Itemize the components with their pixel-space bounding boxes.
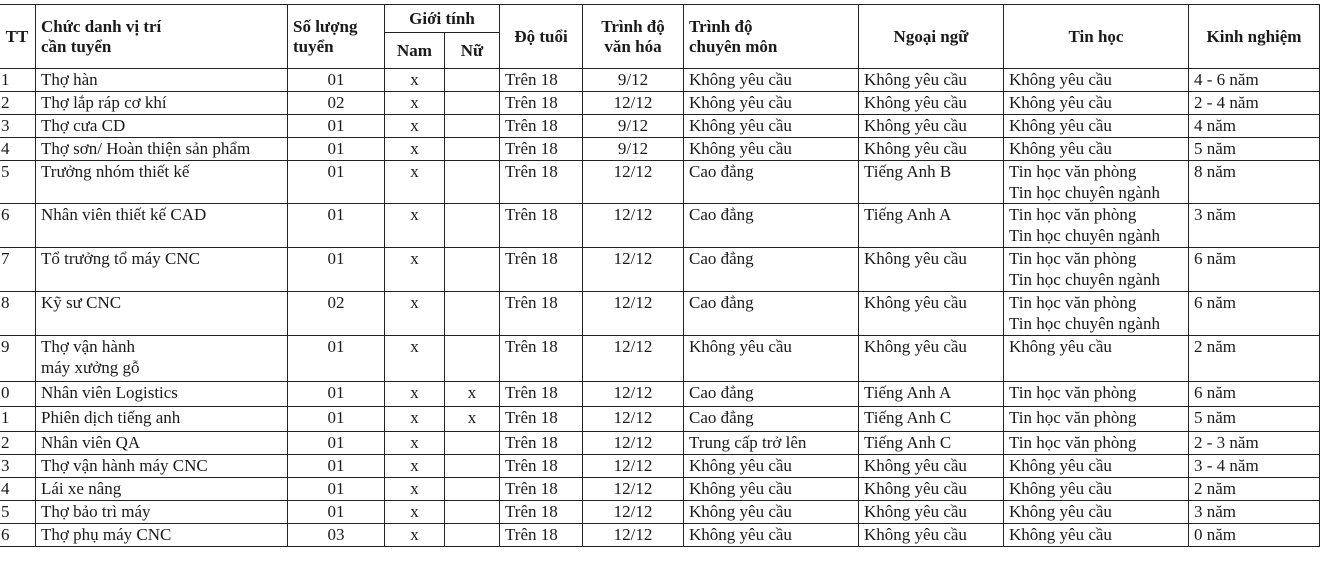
cell-quantity: 01 xyxy=(288,432,385,455)
cell-it-line: Không yêu cầu xyxy=(1009,337,1112,356)
cell-stt: 1 xyxy=(0,69,36,92)
cell-quantity: 01 xyxy=(288,204,385,248)
cell-position xyxy=(36,115,288,138)
cell-female xyxy=(445,92,500,115)
cell-it xyxy=(1004,92,1189,115)
cell-age: Trên 18 xyxy=(500,69,583,92)
header-stt: TT xyxy=(0,5,36,69)
cell-position xyxy=(36,501,288,524)
cell-education: 12/12 xyxy=(583,92,684,115)
cell-language: Không yêu cầu xyxy=(859,292,1004,336)
cell-male: x xyxy=(385,455,445,478)
header-row xyxy=(0,5,1320,33)
cell-it xyxy=(1004,432,1189,455)
cell-education: 9/12 xyxy=(583,115,684,138)
table-row xyxy=(0,524,1320,547)
cell-position xyxy=(36,336,288,382)
cell-it xyxy=(1004,248,1189,292)
cell-position-line: Thợ phụ máy CNC xyxy=(41,525,172,544)
table-row xyxy=(0,455,1320,478)
cell-position xyxy=(36,478,288,501)
header-specialty xyxy=(684,5,859,69)
cell-education: 12/12 xyxy=(583,501,684,524)
cell-language: Tiếng Anh A xyxy=(859,204,1004,248)
cell-specialty: Không yêu cầu xyxy=(684,501,859,524)
cell-experience: 2 năm xyxy=(1189,336,1320,382)
cell-it-line: Tin học chuyên ngành xyxy=(1009,270,1160,289)
cell-it-line: Không yêu cầu xyxy=(1009,93,1112,112)
cell-quantity: 01 xyxy=(288,115,385,138)
cell-age: Trên 18 xyxy=(500,161,583,204)
cell-quantity: 01 xyxy=(288,501,385,524)
cell-quantity: 01 xyxy=(288,478,385,501)
cell-language: Tiếng Anh A xyxy=(859,382,1004,407)
cell-age: Trên 18 xyxy=(500,455,583,478)
table-row xyxy=(0,248,1320,292)
table-row xyxy=(0,161,1320,204)
cell-education: 12/12 xyxy=(583,407,684,432)
table-row xyxy=(0,501,1320,524)
cell-it-line: Tin học chuyên ngành xyxy=(1009,226,1160,245)
cell-position-line: Thợ vận hành máy CNC xyxy=(41,456,208,475)
cell-age: Trên 18 xyxy=(500,204,583,248)
cell-it xyxy=(1004,115,1189,138)
cell-education: 12/12 xyxy=(583,248,684,292)
cell-position-line: Lái xe nâng xyxy=(41,479,122,498)
cell-stt: 2 xyxy=(0,92,36,115)
cell-age: Trên 18 xyxy=(500,407,583,432)
cell-specialty: Cao đẳng xyxy=(684,292,859,336)
header-it: Tin học xyxy=(1004,5,1189,69)
cell-education: 12/12 xyxy=(583,455,684,478)
cell-quantity: 02 xyxy=(288,292,385,336)
cell-position xyxy=(36,524,288,547)
cell-experience: 8 năm xyxy=(1189,161,1320,204)
header-position xyxy=(36,5,288,69)
cell-it xyxy=(1004,407,1189,432)
cell-it xyxy=(1004,478,1189,501)
cell-age: Trên 18 xyxy=(500,248,583,292)
cell-experience: 4 - 6 năm xyxy=(1189,69,1320,92)
header-gender: Giới tính xyxy=(385,5,500,33)
cell-it-line: Tin học văn phòng xyxy=(1009,162,1137,181)
header-female: Nữ xyxy=(445,33,500,69)
cell-language: Tiếng Anh B xyxy=(859,161,1004,204)
cell-it-line: Không yêu cầu xyxy=(1009,456,1112,475)
cell-position-line: Thợ lắp ráp cơ khí xyxy=(41,93,167,112)
cell-language: Không yêu cầu xyxy=(859,138,1004,161)
cell-position xyxy=(36,407,288,432)
cell-stt: 7 xyxy=(0,248,36,292)
cell-male: x xyxy=(385,524,445,547)
cell-stt: 4 xyxy=(0,138,36,161)
cell-experience: 2 - 3 năm xyxy=(1189,432,1320,455)
cell-language: Không yêu cầu xyxy=(859,92,1004,115)
cell-language: Không yêu cầu xyxy=(859,248,1004,292)
cell-position-line: Thợ vận hành xyxy=(41,337,135,356)
cell-male: x xyxy=(385,138,445,161)
cell-specialty: Cao đẳng xyxy=(684,407,859,432)
cell-female xyxy=(445,248,500,292)
cell-stt: 6 xyxy=(0,524,36,547)
cell-male: x xyxy=(385,501,445,524)
cell-quantity: 01 xyxy=(288,407,385,432)
cell-quantity: 01 xyxy=(288,248,385,292)
cell-stt: 0 xyxy=(0,382,36,407)
cell-education: 9/12 xyxy=(583,138,684,161)
cell-specialty: Không yêu cầu xyxy=(684,478,859,501)
cell-education: 12/12 xyxy=(583,161,684,204)
cell-quantity: 03 xyxy=(288,524,385,547)
cell-it xyxy=(1004,455,1189,478)
cell-specialty: Cao đẳng xyxy=(684,204,859,248)
cell-stt: 4 xyxy=(0,478,36,501)
cell-specialty: Không yêu cầu xyxy=(684,69,859,92)
cell-position-line: Tổ trưởng tổ máy CNC xyxy=(41,249,200,268)
cell-quantity: 01 xyxy=(288,161,385,204)
cell-stt: 8 xyxy=(0,292,36,336)
cell-position xyxy=(36,455,288,478)
cell-specialty: Không yêu cầu xyxy=(684,92,859,115)
cell-language: Không yêu cầu xyxy=(859,455,1004,478)
cell-female: x xyxy=(445,382,500,407)
cell-position-line: Phiên dịch tiếng anh xyxy=(41,408,181,427)
cell-experience: 0 năm xyxy=(1189,524,1320,547)
cell-it-line: Tin học văn phòng xyxy=(1009,293,1137,312)
cell-experience: 5 năm xyxy=(1189,138,1320,161)
table-row xyxy=(0,115,1320,138)
cell-position xyxy=(36,138,288,161)
cell-stt: 9 xyxy=(0,336,36,382)
cell-it xyxy=(1004,292,1189,336)
cell-male: x xyxy=(385,92,445,115)
cell-experience: 5 năm xyxy=(1189,407,1320,432)
cell-position xyxy=(36,204,288,248)
cell-language: Không yêu cầu xyxy=(859,115,1004,138)
table-row xyxy=(0,432,1320,455)
cell-female xyxy=(445,292,500,336)
cell-education: 12/12 xyxy=(583,432,684,455)
cell-female xyxy=(445,161,500,204)
cell-education: 12/12 xyxy=(583,382,684,407)
cell-it xyxy=(1004,204,1189,248)
cell-experience: 3 năm xyxy=(1189,204,1320,248)
cell-position xyxy=(36,69,288,92)
cell-position xyxy=(36,92,288,115)
table-row xyxy=(0,204,1320,248)
cell-it-line: Tin học văn phòng xyxy=(1009,408,1137,427)
cell-it-line: Tin học văn phòng xyxy=(1009,433,1137,452)
header-experience: Kinh nghiệm xyxy=(1189,5,1320,69)
cell-experience: 2 - 4 năm xyxy=(1189,92,1320,115)
table-row xyxy=(0,478,1320,501)
header-specialty-line: chuyên môn xyxy=(689,36,778,56)
cell-specialty: Không yêu cầu xyxy=(684,138,859,161)
cell-male: x xyxy=(385,204,445,248)
cell-position-line: Kỹ sư CNC xyxy=(41,293,122,312)
cell-education: 12/12 xyxy=(583,204,684,248)
cell-female xyxy=(445,478,500,501)
cell-stt: 3 xyxy=(0,115,36,138)
cell-experience: 4 năm xyxy=(1189,115,1320,138)
table-row xyxy=(0,407,1320,432)
cell-age: Trên 18 xyxy=(500,524,583,547)
cell-experience: 6 năm xyxy=(1189,248,1320,292)
cell-stt: 2 xyxy=(0,432,36,455)
header-quantity xyxy=(288,5,385,69)
cell-education: 12/12 xyxy=(583,524,684,547)
cell-specialty: Cao đẳng xyxy=(684,161,859,204)
cell-position xyxy=(36,161,288,204)
cell-stt: 5 xyxy=(0,161,36,204)
table-row xyxy=(0,138,1320,161)
cell-position xyxy=(36,248,288,292)
cell-language: Không yêu cầu xyxy=(859,524,1004,547)
cell-it xyxy=(1004,524,1189,547)
cell-language: Không yêu cầu xyxy=(859,478,1004,501)
cell-stt: 3 xyxy=(0,455,36,478)
cell-position-line: Thợ sơn/ Hoàn thiện sản phẩm xyxy=(41,139,251,158)
cell-age: Trên 18 xyxy=(500,336,583,382)
header-education-line: văn hóa xyxy=(604,36,662,56)
cell-age: Trên 18 xyxy=(500,92,583,115)
header-position-line: cần tuyển xyxy=(41,36,112,56)
cell-female: x xyxy=(445,407,500,432)
cell-quantity: 01 xyxy=(288,455,385,478)
cell-female xyxy=(445,69,500,92)
cell-female xyxy=(445,501,500,524)
cell-it xyxy=(1004,501,1189,524)
header-language: Ngoại ngữ xyxy=(859,5,1004,69)
cell-stt: 5 xyxy=(0,501,36,524)
cell-education: 9/12 xyxy=(583,69,684,92)
cell-male: x xyxy=(385,115,445,138)
cell-it xyxy=(1004,382,1189,407)
cell-male: x xyxy=(385,69,445,92)
cell-male: x xyxy=(385,161,445,204)
cell-position-line: Nhân viên Logistics xyxy=(41,383,178,402)
cell-it xyxy=(1004,336,1189,382)
cell-specialty: Không yêu cầu xyxy=(684,115,859,138)
table-row xyxy=(0,69,1320,92)
header-quantity-line: tuyển xyxy=(293,36,334,56)
cell-it-line: Tin học văn phòng xyxy=(1009,249,1137,268)
cell-it-line: Tin học văn phòng xyxy=(1009,383,1137,402)
cell-male: x xyxy=(385,478,445,501)
cell-female xyxy=(445,432,500,455)
cell-it-line: Không yêu cầu xyxy=(1009,139,1112,158)
cell-it xyxy=(1004,138,1189,161)
cell-female xyxy=(445,336,500,382)
cell-language: Không yêu cầu xyxy=(859,336,1004,382)
cell-it-line: Tin học chuyên ngành xyxy=(1009,183,1160,202)
cell-language: Tiếng Anh C xyxy=(859,432,1004,455)
cell-experience: 3 - 4 năm xyxy=(1189,455,1320,478)
cell-specialty: Cao đẳng xyxy=(684,382,859,407)
cell-specialty: Cao đẳng xyxy=(684,248,859,292)
cell-it-line: Không yêu cầu xyxy=(1009,502,1112,521)
cell-it-line: Không yêu cầu xyxy=(1009,116,1112,135)
cell-it-line: Không yêu cầu xyxy=(1009,479,1112,498)
cell-language: Không yêu cầu xyxy=(859,501,1004,524)
cell-age: Trên 18 xyxy=(500,382,583,407)
cell-quantity: 01 xyxy=(288,69,385,92)
cell-position-line: Trưởng nhóm thiết kế xyxy=(41,162,190,181)
cell-position-line: Nhân viên QA xyxy=(41,433,141,452)
cell-position xyxy=(36,432,288,455)
header-male: Nam xyxy=(385,33,445,69)
header-position-line: Chức danh vị trí xyxy=(41,16,162,36)
cell-age: Trên 18 xyxy=(500,115,583,138)
cell-specialty: Không yêu cầu xyxy=(684,455,859,478)
table-row xyxy=(0,292,1320,336)
cell-it-line: Tin học chuyên ngành xyxy=(1009,314,1160,333)
cell-experience: 6 năm xyxy=(1189,382,1320,407)
cell-education: 12/12 xyxy=(583,478,684,501)
cell-female xyxy=(445,204,500,248)
cell-male: x xyxy=(385,407,445,432)
cell-education: 12/12 xyxy=(583,292,684,336)
cell-specialty: Trung cấp trở lên xyxy=(684,432,859,455)
header-quantity-line: Số lượng xyxy=(293,16,358,36)
cell-specialty: Không yêu cầu xyxy=(684,336,859,382)
cell-position xyxy=(36,292,288,336)
cell-female xyxy=(445,138,500,161)
cell-language: Tiếng Anh C xyxy=(859,407,1004,432)
header-education-line: Trình độ xyxy=(601,16,665,36)
cell-quantity: 01 xyxy=(288,336,385,382)
cell-female xyxy=(445,524,500,547)
cell-experience: 3 năm xyxy=(1189,501,1320,524)
cell-experience: 2 năm xyxy=(1189,478,1320,501)
cell-experience: 6 năm xyxy=(1189,292,1320,336)
cell-it-line: Không yêu cầu xyxy=(1009,525,1112,544)
cell-it-line: Không yêu cầu xyxy=(1009,70,1112,89)
cell-education: 12/12 xyxy=(583,336,684,382)
recruitment-table xyxy=(0,4,1320,547)
cell-male: x xyxy=(385,336,445,382)
cell-age: Trên 18 xyxy=(500,478,583,501)
cell-position-line: máy xưởng gỗ xyxy=(41,358,140,377)
header-specialty-line: Trình độ xyxy=(689,16,753,36)
cell-age: Trên 18 xyxy=(500,432,583,455)
cell-position-line: Thợ hàn xyxy=(41,70,98,89)
cell-it-line: Tin học văn phòng xyxy=(1009,205,1137,224)
cell-male: x xyxy=(385,292,445,336)
cell-male: x xyxy=(385,248,445,292)
cell-male: x xyxy=(385,432,445,455)
cell-female xyxy=(445,455,500,478)
table-row xyxy=(0,92,1320,115)
cell-stt: 1 xyxy=(0,407,36,432)
cell-position xyxy=(36,382,288,407)
cell-language: Không yêu cầu xyxy=(859,69,1004,92)
cell-male: x xyxy=(385,382,445,407)
cell-position-line: Nhân viên thiết kế CAD xyxy=(41,205,207,224)
cell-it xyxy=(1004,69,1189,92)
cell-position-line: Thợ bảo trì máy xyxy=(41,502,151,521)
cell-quantity: 01 xyxy=(288,382,385,407)
cell-female xyxy=(445,115,500,138)
cell-specialty: Không yêu cầu xyxy=(684,524,859,547)
cell-quantity: 01 xyxy=(288,138,385,161)
cell-age: Trên 18 xyxy=(500,501,583,524)
table-row xyxy=(0,336,1320,382)
cell-it xyxy=(1004,161,1189,204)
header-education xyxy=(583,5,684,69)
header-age: Độ tuổi xyxy=(500,5,583,69)
cell-stt: 6 xyxy=(0,204,36,248)
cell-age: Trên 18 xyxy=(500,292,583,336)
table-row xyxy=(0,382,1320,407)
cell-position-line: Thợ cưa CD xyxy=(41,116,126,135)
cell-age: Trên 18 xyxy=(500,138,583,161)
cell-quantity: 02 xyxy=(288,92,385,115)
